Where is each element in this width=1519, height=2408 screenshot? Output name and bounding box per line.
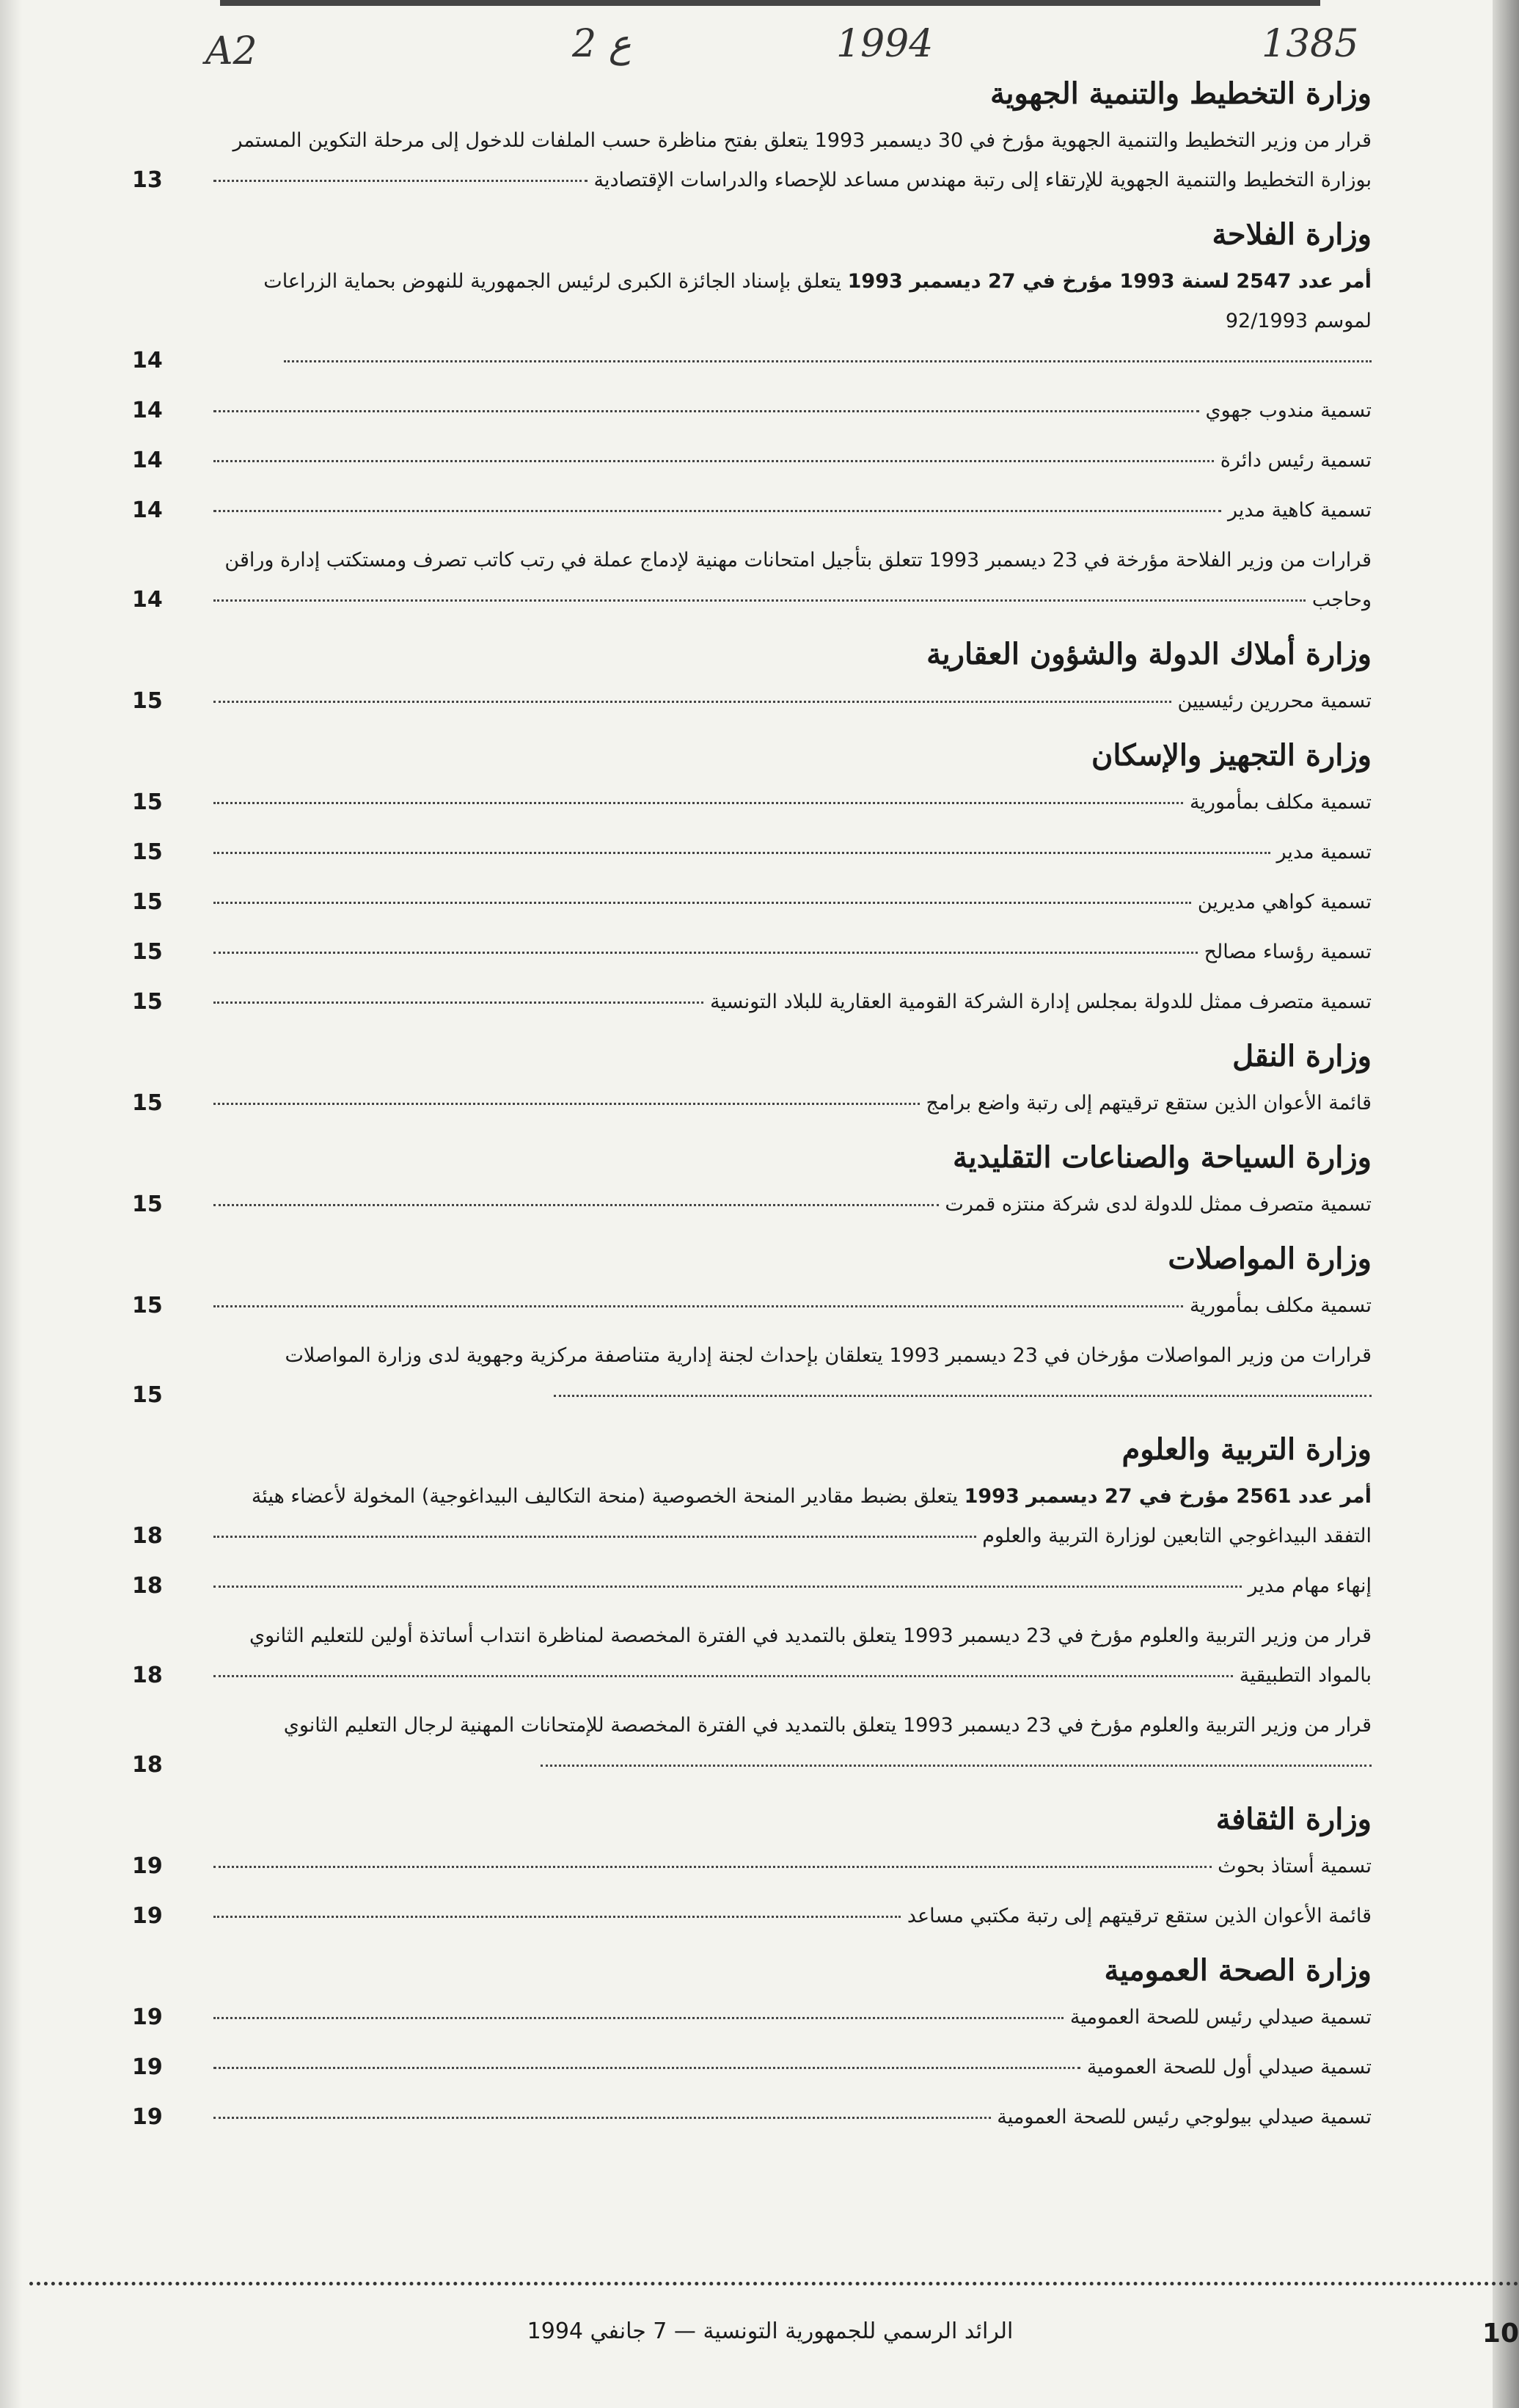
dot-leader <box>213 1305 1183 1307</box>
page-footer <box>0 2318 1519 2363</box>
ministry-section <box>132 1032 1372 1123</box>
entry-title <box>1277 841 1372 864</box>
entry-text <box>205 1084 1372 1123</box>
entry-title <box>1087 2056 1372 2079</box>
page-number: 18 <box>132 1523 163 1549</box>
entry-text <box>205 682 1372 721</box>
entry-title <box>1218 1855 1372 1878</box>
dot-leader <box>213 902 1191 904</box>
toc-entry <box>132 391 1372 431</box>
toc-entry <box>132 1084 1372 1123</box>
ministry-section <box>132 70 1372 200</box>
dot-leader <box>213 460 1214 462</box>
entry-text <box>205 1998 1372 2037</box>
entry-text <box>205 262 1372 381</box>
entry-text <box>205 783 1372 822</box>
toc-entry <box>132 491 1372 530</box>
handwritten-year: 1994 <box>836 22 934 66</box>
entry-title <box>224 549 1372 611</box>
page-number: 18 <box>132 1573 163 1599</box>
entry-description: تسمية مندوب جهوي <box>1205 399 1372 422</box>
toc-entry <box>132 1336 1372 1415</box>
ministry-title: وزارة الصحة العمومية <box>1104 1953 1372 1988</box>
entry-description: تسمية متصرف ممثل للدولة لدى شركة منتزه قمرت <box>945 1193 1372 1216</box>
toc-entry <box>132 883 1372 922</box>
entry-text <box>205 391 1372 431</box>
dot-leader <box>213 2017 1064 2019</box>
page-number: 15 <box>132 688 163 714</box>
dot-leader <box>213 1586 1242 1588</box>
page-number: 19 <box>132 2104 163 2130</box>
page-number: 14 <box>132 587 163 613</box>
toc-entry <box>132 262 1372 381</box>
ministry-section <box>132 1426 1372 1785</box>
entry-description: يتعلق بضبط مقادير المنحة الخصوصية (منحة التكاليف البيداغوجية) المخولة لأعضاء هيئة التفقد البيداغوجي التابعين لوزارة التربية والعلوم <box>251 1485 1372 1547</box>
page-number: 14 <box>132 497 163 523</box>
entry-description: تسمية أستاذ بحوث <box>1218 1855 1372 1878</box>
entry-title <box>1177 690 1372 712</box>
dot-leader <box>213 1536 976 1538</box>
ministry-title: وزارة السياحة والصناعات التقليدية <box>953 1140 1372 1175</box>
dot-leader <box>213 2117 990 2119</box>
entry-description: تسمية محررين رئيسيين <box>1177 690 1372 712</box>
ministry-section <box>132 731 1372 1022</box>
entry-title <box>1206 399 1372 422</box>
ministry-title: وزارة الثقافة <box>1215 1802 1372 1836</box>
ministry-section <box>132 1235 1372 1415</box>
entry-description: تسمية صيدلي بيولوجي رئيس للصحة العمومية <box>997 2106 1372 2128</box>
ministry-section <box>132 630 1372 721</box>
entry-title <box>233 129 1372 191</box>
page-number: 15 <box>132 939 163 965</box>
toc-entry <box>132 2098 1372 2137</box>
toc-entry <box>132 1566 1372 1606</box>
entry-description: تسمية صيدلي أول للصحة العمومية <box>1086 2056 1372 2079</box>
ministry-title: وزارة المواصلات <box>1168 1241 1372 1276</box>
page-number: 14 <box>132 348 163 373</box>
page-number: 15 <box>132 1382 163 1408</box>
entry-text <box>205 982 1372 1022</box>
ministry-title: وزارة النقل <box>1232 1039 1372 1073</box>
toc-entry <box>132 1185 1372 1225</box>
page-number: 19 <box>132 1903 163 1929</box>
entry-title <box>252 1485 1372 1547</box>
page-number: 18 <box>132 1663 163 1688</box>
entry-text <box>205 1566 1372 1606</box>
dot-leader <box>213 1204 938 1206</box>
ministry-section <box>132 1947 1372 2137</box>
entry-title <box>945 1193 1372 1216</box>
entry-text <box>205 1706 1372 1785</box>
entry-text <box>205 1897 1372 1936</box>
dot-leader <box>213 952 1198 954</box>
entry-title <box>249 1624 1372 1687</box>
page-number: 15 <box>132 1090 163 1116</box>
entry-description: قرار من وزير التربية والعلوم مؤرخ في 23 ديسمبر 1993 يتعلق بالتمديد في الفترة المخصصة للإمتحانات المهنية لرجال التعليم الثانوي <box>283 1714 1372 1737</box>
entry-description: تسمية رؤساء مصالح <box>1204 941 1372 963</box>
page-number: 15 <box>132 1293 163 1318</box>
entry-title <box>1248 1575 1372 1597</box>
entry-description: قرار من وزير التخطيط والتنمية الجهوية مؤرخ في 30 ديسمبر 1993 يتعلق بفتح مناظرة حسب الملفات للدخول إلى مرحلة التكوين المستمر بوزارة التخطيط والتنمية الجهوية للإرتقاء إلى رتبة مهندس مساعد للإحصاء والدراسات الإقتصادية <box>233 129 1372 191</box>
entry-text <box>205 541 1372 620</box>
entry-text <box>205 1847 1372 1886</box>
toc-entry <box>132 1706 1372 1785</box>
entry-title <box>710 990 1372 1013</box>
entry-text <box>205 1616 1372 1696</box>
dot-leader <box>213 701 1171 703</box>
entry-text <box>205 2098 1372 2137</box>
entry-description: تسمية مكلف بمأمورية <box>1189 1294 1372 1317</box>
dot-leader <box>541 1765 1372 1767</box>
top-edge-line <box>220 0 1320 6</box>
entry-text <box>205 1477 1372 1556</box>
ministry-section <box>132 1134 1372 1225</box>
page-number: 14 <box>132 398 163 423</box>
page-number: 15 <box>132 839 163 865</box>
entry-description: تسمية كاهية مدير <box>1228 499 1372 522</box>
dot-leader <box>213 1866 1211 1868</box>
dot-leader <box>213 2067 1080 2069</box>
entry-description: إنهاء مهام مدير <box>1248 1575 1372 1597</box>
entry-description: تسمية رئيس دائرة <box>1220 449 1372 472</box>
entry-description: تسمية صيدلي رئيس للصحة العمومية <box>1069 2006 1372 2029</box>
page-number: 15 <box>132 1192 163 1217</box>
ministry-title: وزارة الفلاحة <box>1212 217 1372 252</box>
page-number: 18 <box>132 1752 163 1778</box>
dot-leader <box>284 360 1372 362</box>
entry-title <box>1198 891 1372 913</box>
entry-title <box>907 1905 1372 1927</box>
table-of-contents <box>132 70 1372 2148</box>
toc-entry <box>132 783 1372 822</box>
entry-title <box>997 2106 1372 2128</box>
dot-leader <box>213 410 1199 412</box>
entry-text <box>205 441 1372 481</box>
dot-leader <box>213 1675 1233 1677</box>
toc-entry <box>132 121 1372 200</box>
entry-title <box>284 1714 1372 1737</box>
page-number: 13 <box>132 167 163 193</box>
toc-entry <box>132 1897 1372 1936</box>
entry-text <box>205 883 1372 922</box>
page-number: 15 <box>132 789 163 815</box>
page-number: 15 <box>132 889 163 915</box>
entry-title <box>1190 791 1372 814</box>
entry-title <box>285 1344 1372 1367</box>
entry-description: قرارات من وزير المواصلات مؤرخان في 23 ديسمبر 1993 يتعلقان بإحداث لجنة إدارية متناصفة مركزية وجهوية لدى وزارة المواصلات <box>285 1344 1372 1367</box>
ministry-title: وزارة التخطيط والتنمية الجهوية <box>989 76 1372 111</box>
page-edge-shadow-left <box>0 0 22 2408</box>
entry-title <box>1220 449 1372 472</box>
entry-text <box>205 1336 1372 1415</box>
footer-divider <box>29 2282 1519 2285</box>
entry-description: تسمية مكلف بمأمورية <box>1189 791 1372 814</box>
toc-entry <box>132 833 1372 872</box>
toc-entry <box>132 1998 1372 2037</box>
toc-entry <box>132 2048 1372 2087</box>
entry-text <box>205 121 1372 200</box>
toc-entry <box>132 933 1372 972</box>
handwritten-label-left: A2 <box>205 29 257 73</box>
dot-leader <box>213 852 1270 854</box>
entry-description: قائمة الأعوان الذين ستقع ترقيتهم إلى رتبة مكتبي مساعد <box>907 1905 1372 1927</box>
dot-leader <box>213 1916 901 1918</box>
toc-entry <box>132 1286 1372 1326</box>
page-number: 19 <box>132 2054 163 2080</box>
entry-text <box>205 491 1372 530</box>
toc-entry <box>132 541 1372 620</box>
toc-entry <box>132 1847 1372 1886</box>
dot-leader <box>213 1103 919 1105</box>
dot-leader <box>213 1001 703 1004</box>
entry-description: قرار من وزير التربية والعلوم مؤرخ في 23 ديسمبر 1993 يتعلق بالتمديد في الفترة المخصصة لمناظرة انتداب أساتذة أولين للتعليم الثانوي بالمواد التطبيقية <box>249 1624 1372 1687</box>
dot-leader <box>213 802 1183 804</box>
entry-description: يتعلق بإسناد الجائزة الكبرى لرئيس الجمهورية للنهوض بحماية الزراعات لموسم 92/1993 <box>263 270 1372 332</box>
ministry-title: وزارة أملاك الدولة والشؤون العقارية <box>926 637 1372 671</box>
entry-title <box>1228 499 1372 522</box>
entry-text <box>205 1286 1372 1326</box>
toc-entry <box>132 1477 1372 1556</box>
footer-page-number: 10 <box>1482 2318 1519 2349</box>
entry-title <box>926 1092 1372 1114</box>
dot-leader <box>213 599 1306 602</box>
dot-leader <box>213 180 587 182</box>
ministry-section <box>132 1795 1372 1936</box>
entry-title <box>1190 1294 1372 1317</box>
entry-description: قرارات من وزير الفلاحة مؤرخة في 23 ديسمبر 1993 تتعلق بتأجيل امتحانات مهنية لإدماج عملة في رتب كاتب تصرف ومستكتب إدارة وراقن وحاجب <box>224 549 1372 611</box>
entry-title <box>1204 941 1372 963</box>
entry-text <box>205 1185 1372 1225</box>
ministry-title: وزارة التربية والعلوم <box>1121 1432 1372 1467</box>
handwritten-label-mid: 2 ع <box>572 22 632 66</box>
entry-description: قائمة الأعوان الذين ستقع ترقيتهم إلى رتبة واضع برامج <box>926 1092 1372 1114</box>
handwritten-number: 1385 <box>1262 22 1359 66</box>
page-edge-shadow-right <box>1493 0 1519 2408</box>
toc-entry <box>132 682 1372 721</box>
entry-bold-prefix: أمر عدد 2547 لسنة 1993 مؤرخ في 27 ديسمبر 1993 <box>847 270 1372 293</box>
entry-description: تسمية مدير <box>1276 841 1372 864</box>
entry-description: تسمية كواهي مديرين <box>1197 891 1372 913</box>
entry-text <box>205 933 1372 972</box>
ministry-title: وزارة التجهيز والإسكان <box>1091 738 1372 773</box>
entry-text <box>205 833 1372 872</box>
dot-leader <box>213 510 1221 512</box>
page-number: 14 <box>132 448 163 473</box>
page-number: 19 <box>132 2004 163 2030</box>
dot-leader <box>554 1395 1372 1397</box>
page-number: 19 <box>132 1853 163 1879</box>
page-number: 15 <box>132 989 163 1015</box>
ministry-section <box>132 211 1372 620</box>
footer-publication-line: الرائد الرسمي للجمهورية التونسية — 7 جانفي 1994 <box>527 2318 1014 2344</box>
entry-title <box>263 270 1372 332</box>
entry-bold-prefix: أمر عدد 2561 مؤرخ في 27 ديسمبر 1993 <box>964 1485 1372 1508</box>
toc-entry <box>132 982 1372 1022</box>
entry-title <box>1070 2006 1372 2029</box>
toc-entry <box>132 441 1372 481</box>
entry-description: تسمية متصرف ممثل للدولة بمجلس إدارة الشركة القومية العقارية للبلاد التونسية <box>709 990 1372 1013</box>
toc-entry <box>132 1616 1372 1696</box>
entry-text <box>205 2048 1372 2087</box>
